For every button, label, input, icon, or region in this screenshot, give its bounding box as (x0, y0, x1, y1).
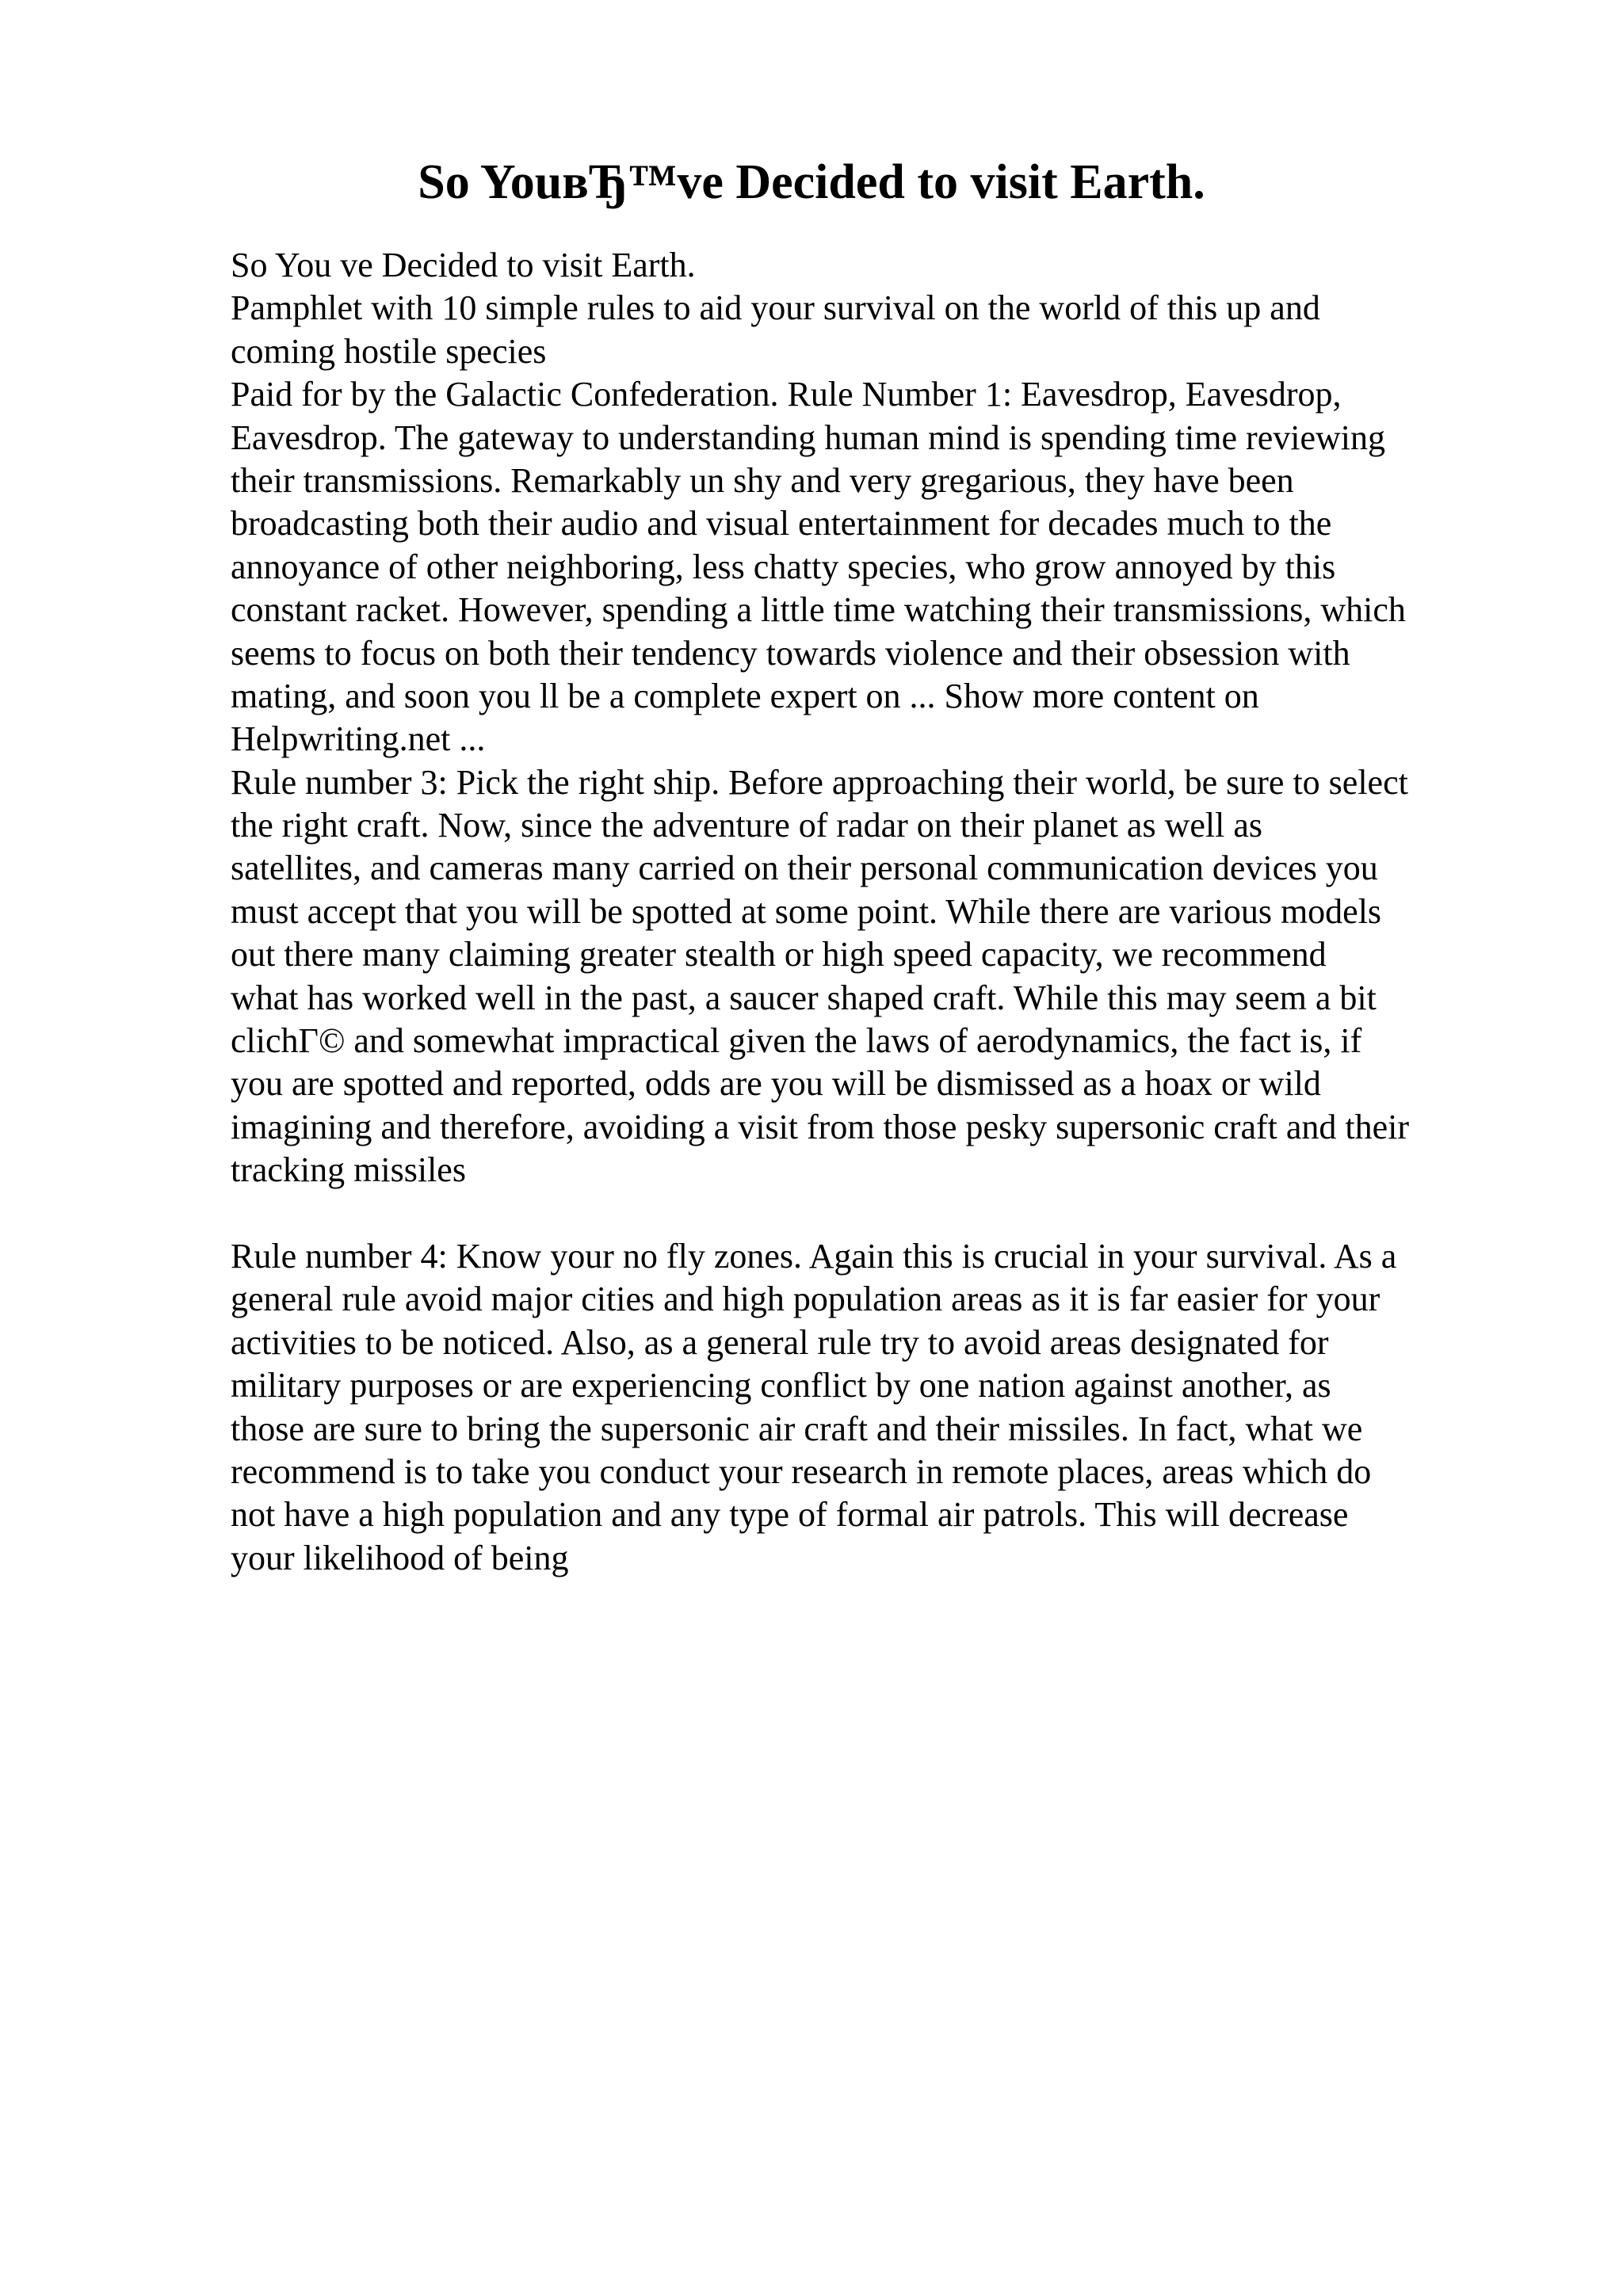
document-title: So YouвЂ™ve Decided to visit Earth. (418, 155, 1205, 209)
text-line: you are spotted and reported, odds are you will be dismissed as a hoax or wild (231, 1064, 1321, 1104)
text-line: the right craft. Now, since the adventure of radar on their planet as well as (231, 806, 1262, 845)
text-line: Rule number 4: Know your no fly zones. Again this is crucial in your survival. As a (231, 1236, 1397, 1276)
text-line: general rule avoid major cities and high population areas as it is far easier for your (231, 1280, 1381, 1319)
text-line: clichГ© and somewhat impractical given the laws of aerodynamics, the fact is, if (231, 1021, 1362, 1061)
text-line: Helpwriting.net ... (231, 719, 486, 759)
text-line: what has worked well in the past, a saucer shaped craft. While this may seem a bit (231, 978, 1377, 1017)
text-line: mating, and soon you ll be a complete expert on ... Show more content on (231, 676, 1259, 715)
document-body (231, 244, 1499, 1580)
text-line: coming hostile species (231, 331, 547, 371)
text-line: tracking missiles (231, 1150, 466, 1190)
text-line: Eavesdrop. The gateway to understanding human mind is spending time reviewing (231, 418, 1385, 457)
text-line: annoyance of other neighboring, less chatty species, who grow annoyed by this (231, 547, 1336, 586)
text-line: military purposes or are experiencing conflict by one nation against another, as (231, 1366, 1331, 1405)
text-line: recommend is to take you conduct your research in remote places, areas which do (231, 1451, 1372, 1491)
text-line: Rule number 3: Pick the right ship. Before approaching their world, be sure to select (231, 762, 1408, 802)
text-line: imagining and therefore, avoiding a visit from those pesky supersonic craft and their (231, 1107, 1410, 1146)
text-line: must accept that you will be spotted at some point. While there are various models (231, 891, 1382, 931)
text-line: Pamphlet with 10 simple rules to aid your survival on the world of this up and (231, 288, 1320, 328)
text-line: So You ve Decided to visit Earth. (231, 246, 696, 284)
text-line: Paid for by the Galactic Confederation. Rule Number 1: Eavesdrop, Eavesdrop, (231, 375, 1342, 414)
text-line: their transmissions. Remarkably un shy and very gregarious, they have been (231, 460, 1294, 500)
text-line: your likelihood of being (231, 1538, 569, 1577)
text-line: satellites, and cameras many carried on their personal communication devices you (231, 849, 1378, 888)
paragraph-gap (231, 1192, 1499, 1235)
text-line: activities to be noticed. Also, as a general rule try to avoid areas designated for (231, 1322, 1329, 1362)
text-line: not have a high population and any type of formal air patrols. This will decrease (231, 1495, 1349, 1535)
text-line: those are sure to bring the supersonic air craft and their missiles. In fact, what we (231, 1409, 1363, 1448)
text-line: out there many claiming greater stealth or high speed capacity, we recommend (231, 935, 1327, 974)
text-line: seems to focus on both their tendency towards violence and their obsession with (231, 633, 1350, 673)
text-line: broadcasting both their audio and visual entertainment for decades much to the (231, 504, 1332, 543)
text-line: constant racket. However, spending a little time watching their transmissions, which (231, 590, 1406, 630)
